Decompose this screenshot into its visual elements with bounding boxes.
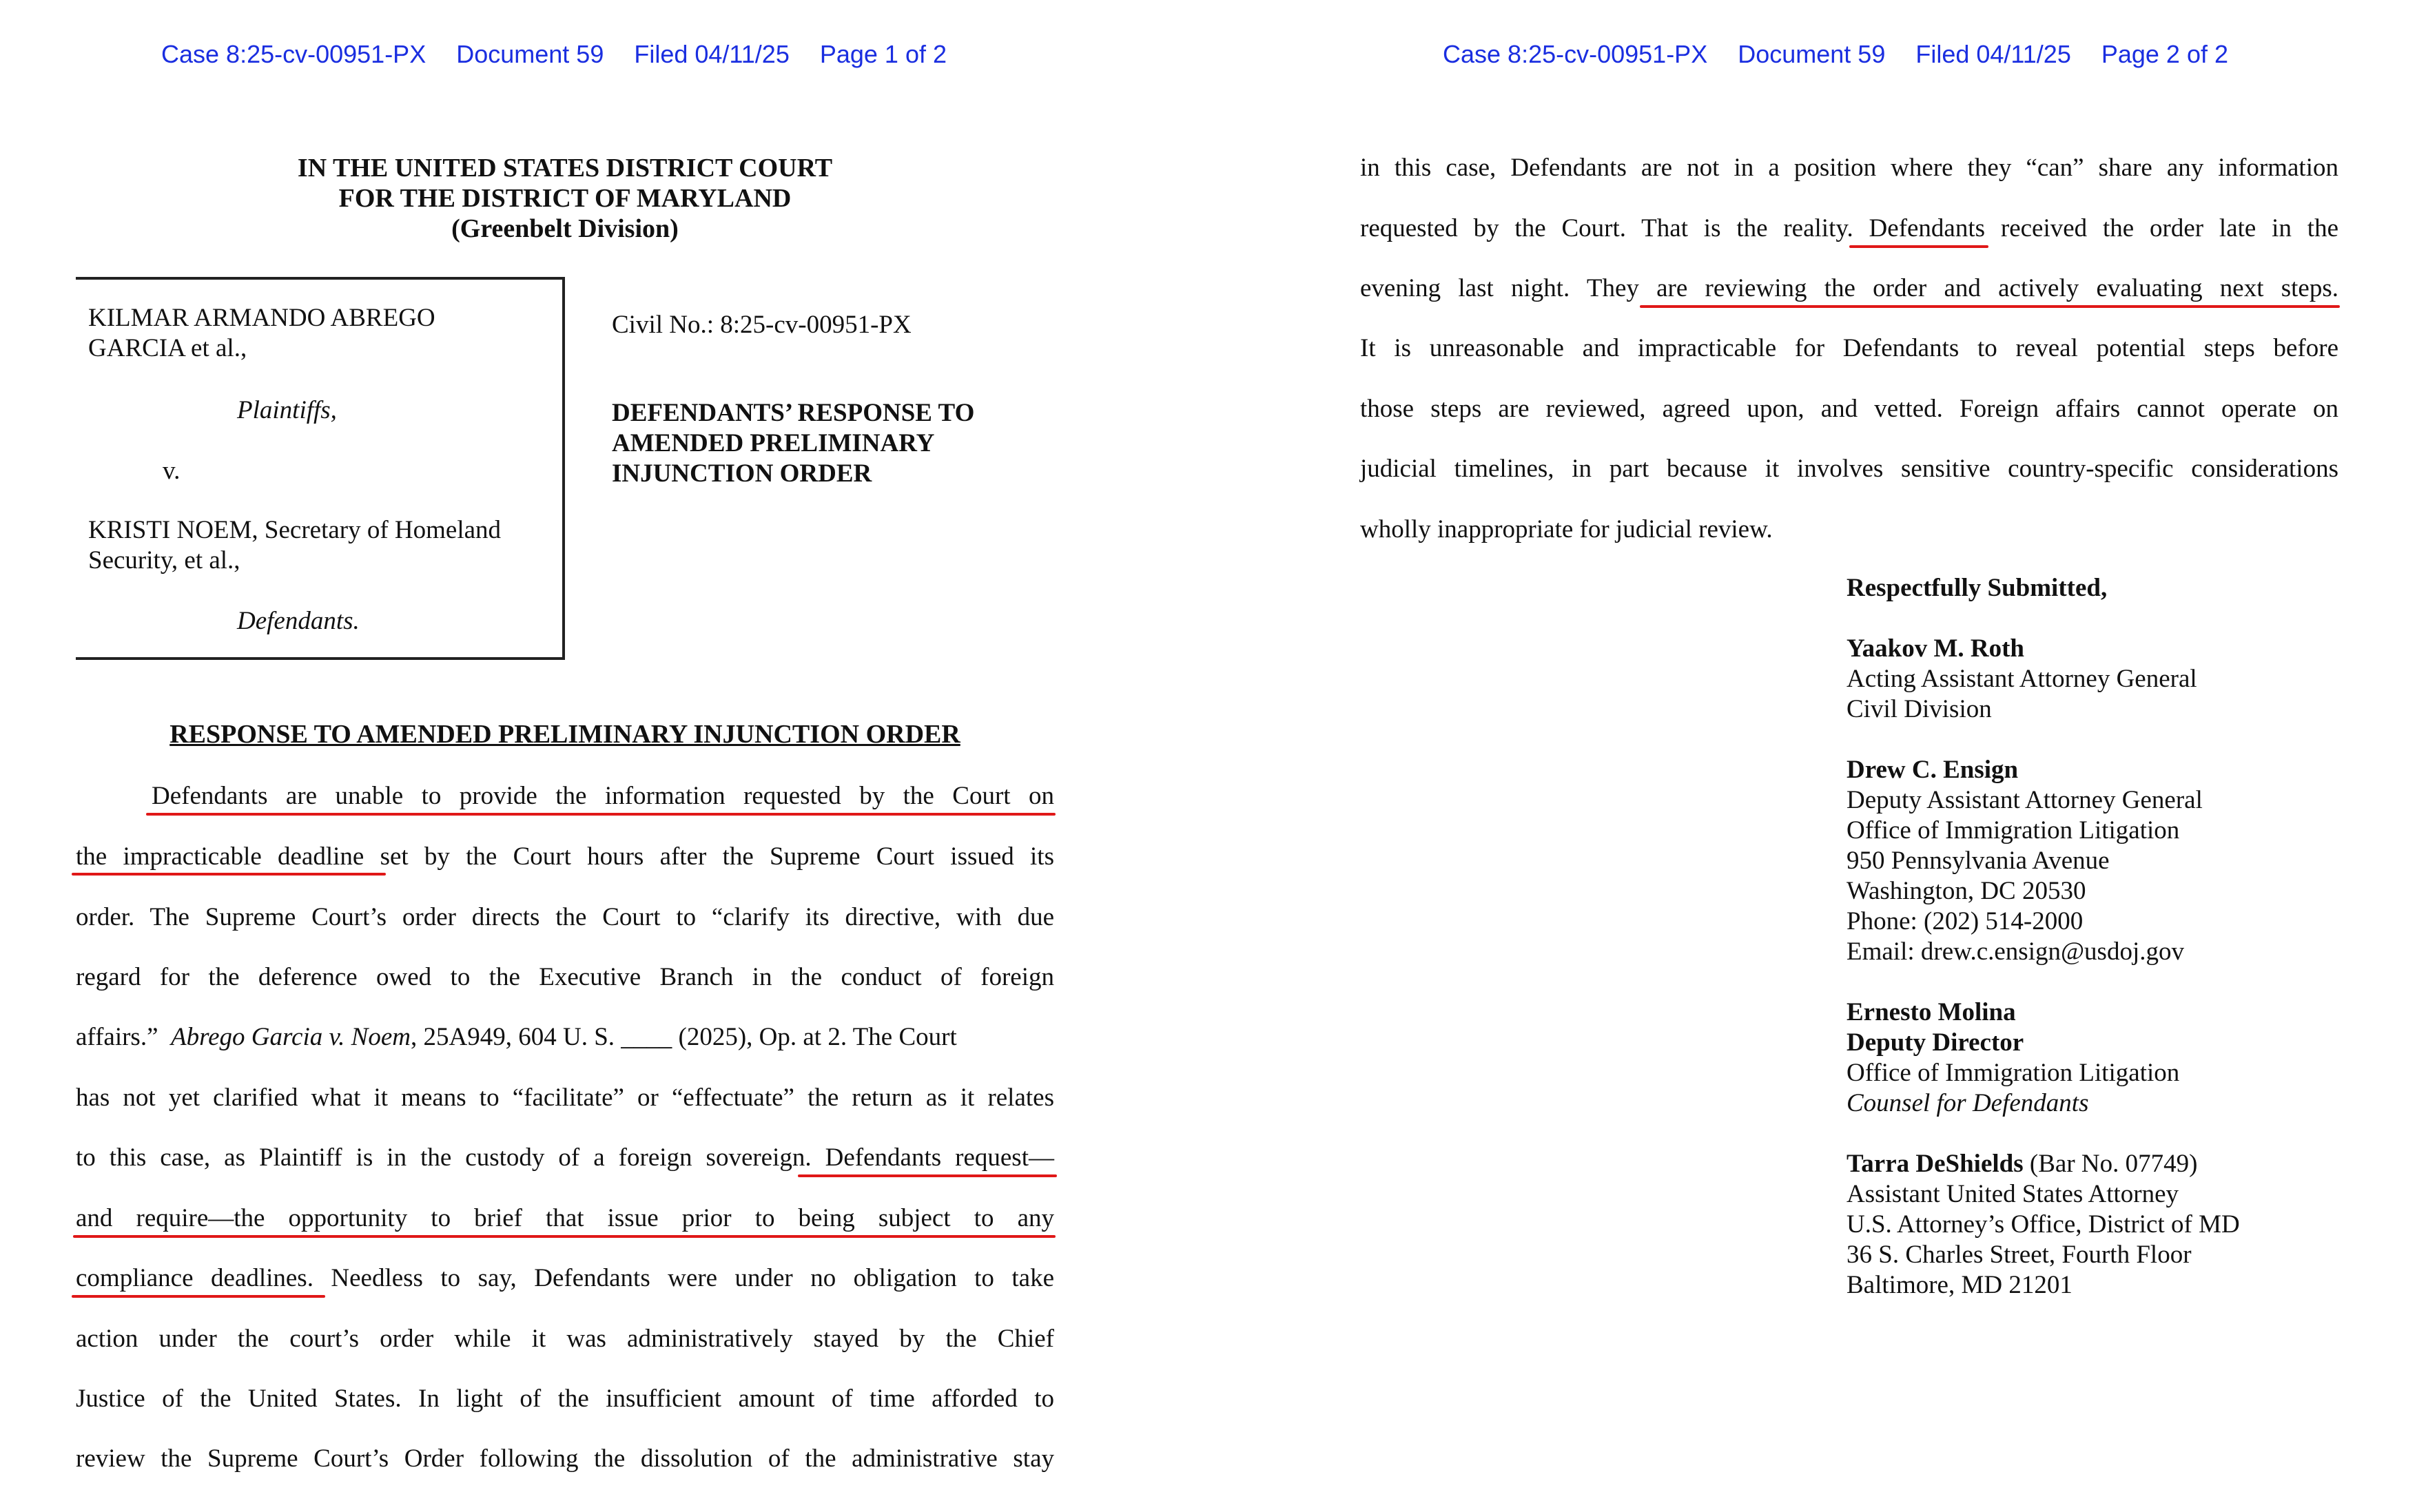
court-line-3: (Greenbelt Division) bbox=[451, 214, 679, 243]
highlight-underline bbox=[72, 873, 386, 876]
body-line-4: It is unreasonable and impracticable for Defendants to reveal potential steps before bbox=[1360, 334, 2338, 362]
signer-office: Office of Immigration Litigation bbox=[1847, 816, 2180, 845]
case-number: Case 8:25-cv-00951-PX bbox=[161, 40, 426, 68]
closing: Respectfully Submitted, bbox=[1847, 574, 2108, 602]
section-heading: RESPONSE TO AMENDED PRELIMINARY INJUNCTION ORDER bbox=[169, 720, 960, 749]
plaintiffs-label: Plaintiffs, bbox=[237, 396, 337, 424]
body-line-5: those steps are reviewed, agreed upon, and vetted. Foreign affairs cannot operate on bbox=[1360, 395, 2338, 423]
case-number: Case 8:25-cv-00951-PX bbox=[1443, 40, 1708, 68]
signer-street: 36 S. Charles Street, Fourth Floor bbox=[1847, 1241, 2192, 1269]
filing-stamp bbox=[161, 40, 977, 69]
body-line-1: in this case, Defendants are not in a position where they “can” share any information bbox=[1360, 154, 2338, 182]
body-line-1: Defendants are unable to provide the information requested by the Court on bbox=[152, 782, 1054, 810]
signer-email: Email: drew.c.ensign@usdoj.gov bbox=[1847, 938, 2184, 966]
signer-role: Counsel for Defendants bbox=[1847, 1089, 2089, 1117]
defendant-name-line-2: Security, et al., bbox=[88, 546, 240, 574]
body-line-2: the impracticable deadline set by the Court hours after the Supreme Court issued its bbox=[76, 842, 1054, 871]
body-line-11: Justice of the United States. In light of the insufficient amount of time afforded to bbox=[76, 1385, 1054, 1413]
body-line-3: order. The Supreme Court’s order directs the Court to “clarify its directive, with due bbox=[76, 903, 1054, 931]
plaintiff-name-line-1: KILMAR ARMANDO ABREGO bbox=[88, 304, 435, 332]
body-line-3: evening last night. They are reviewing the order and actively evaluating next steps. bbox=[1360, 274, 2338, 302]
body-line-4: regard for the deference owed to the Executive Branch in the conduct of foreign bbox=[76, 963, 1054, 991]
case-citation: Abrego Garcia v. Noem bbox=[171, 1023, 411, 1051]
highlight-underline bbox=[73, 1235, 1056, 1238]
page-number: Page 2 of 2 bbox=[2101, 40, 2228, 68]
signer-street: 950 Pennsylvania Avenue bbox=[1847, 847, 2110, 875]
signer-name: Tarra DeShields bbox=[1847, 1150, 2024, 1178]
filing-stamp bbox=[1443, 40, 2259, 69]
signer-title: Assistant United States Attorney bbox=[1847, 1180, 2179, 1208]
body-line-9: compliance deadlines. Needless to say, Defendants were under no obligation to take bbox=[76, 1264, 1054, 1292]
body-line-5 bbox=[76, 1022, 1054, 1053]
body-line-7: wholly inappropriate for judicial review. bbox=[1360, 515, 1773, 543]
highlight-underline bbox=[1849, 245, 1988, 248]
signer-phone: Phone: (202) 514-2000 bbox=[1847, 907, 2084, 935]
document-number: Document 59 bbox=[456, 40, 604, 68]
citation-tail: , 25A949, 604 U. S. ____ (2025), Op. at 2. The Court bbox=[411, 1023, 957, 1051]
bar-number: (Bar No. 07749) bbox=[2023, 1150, 2198, 1178]
signer-office: U.S. Attorney’s Office, District of MD bbox=[1847, 1210, 2240, 1239]
highlight-underline bbox=[146, 813, 1056, 816]
signer-office: Office of Immigration Litigation bbox=[1847, 1059, 2180, 1087]
highlight-underline bbox=[1640, 305, 2340, 308]
body-line-6: judicial timelines, in part because it involves sensitive country-specific considerations bbox=[1360, 455, 2338, 483]
body-line-7: to this case, as Plaintiff is in the custody of a foreign sovereign. Defendants request— bbox=[76, 1143, 1054, 1172]
filing-title-line-3: INJUNCTION ORDER bbox=[612, 459, 872, 488]
plaintiff-name-line-2: GARCIA et al., bbox=[88, 334, 247, 362]
body-line-8: and require—the opportunity to brief that issue prior to being subject to any bbox=[76, 1204, 1054, 1232]
highlight-underline bbox=[798, 1174, 1057, 1177]
filing-title-line-1: DEFENDANTS’ RESPONSE TO bbox=[612, 399, 975, 427]
signer-name: Ernesto Molina bbox=[1847, 998, 2016, 1026]
versus-label: v. bbox=[163, 457, 181, 485]
signer-title: Deputy Director bbox=[1847, 1028, 2024, 1057]
signer-name-line bbox=[1847, 1149, 2197, 1179]
court-line-2: FOR THE DISTRICT OF MARYLAND bbox=[338, 184, 792, 213]
body-line-10: action under the court’s order while it was administratively stayed by the Chief bbox=[76, 1325, 1054, 1353]
court-line-1: IN THE UNITED STATES DISTRICT COURT bbox=[297, 154, 833, 183]
highlight-underline bbox=[72, 1295, 325, 1298]
signer-city: Washington, DC 20530 bbox=[1847, 877, 2086, 905]
defendant-name-line-1: KRISTI NOEM, Secretary of Homeland bbox=[88, 516, 502, 544]
signer-name: Yaakov M. Roth bbox=[1847, 634, 2024, 663]
signer-division: Civil Division bbox=[1847, 695, 1992, 723]
signer-city: Baltimore, MD 21201 bbox=[1847, 1271, 2073, 1299]
signer-name: Drew C. Ensign bbox=[1847, 756, 2019, 784]
page-number: Page 1 of 2 bbox=[819, 40, 947, 68]
filed-date: Filed 04/11/25 bbox=[634, 40, 790, 68]
citation-lead: affairs.” bbox=[76, 1023, 158, 1051]
filing-title-line-2: AMENDED PRELIMINARY bbox=[612, 429, 935, 457]
defendants-label: Defendants. bbox=[237, 607, 360, 635]
document-number: Document 59 bbox=[1738, 40, 1886, 68]
filed-date: Filed 04/11/25 bbox=[1915, 40, 2071, 68]
signer-title: Deputy Assistant Attorney General bbox=[1847, 786, 2203, 814]
civil-number: Civil No.: 8:25-cv-00951-PX bbox=[612, 311, 912, 339]
document-page-1 bbox=[0, 0, 1208, 1512]
body-line-12: review the Supreme Court’s Order following the dissolution of the administrative stay bbox=[76, 1444, 1054, 1473]
court-header bbox=[76, 153, 1054, 244]
signer-title: Acting Assistant Attorney General bbox=[1847, 665, 2197, 693]
body-line-2: requested by the Court. That is the reality. Defendants received the order late in the bbox=[1360, 214, 2338, 242]
body-line-6: has not yet clarified what it means to “facilitate” or “effectuate” the return as it relates bbox=[76, 1084, 1054, 1112]
